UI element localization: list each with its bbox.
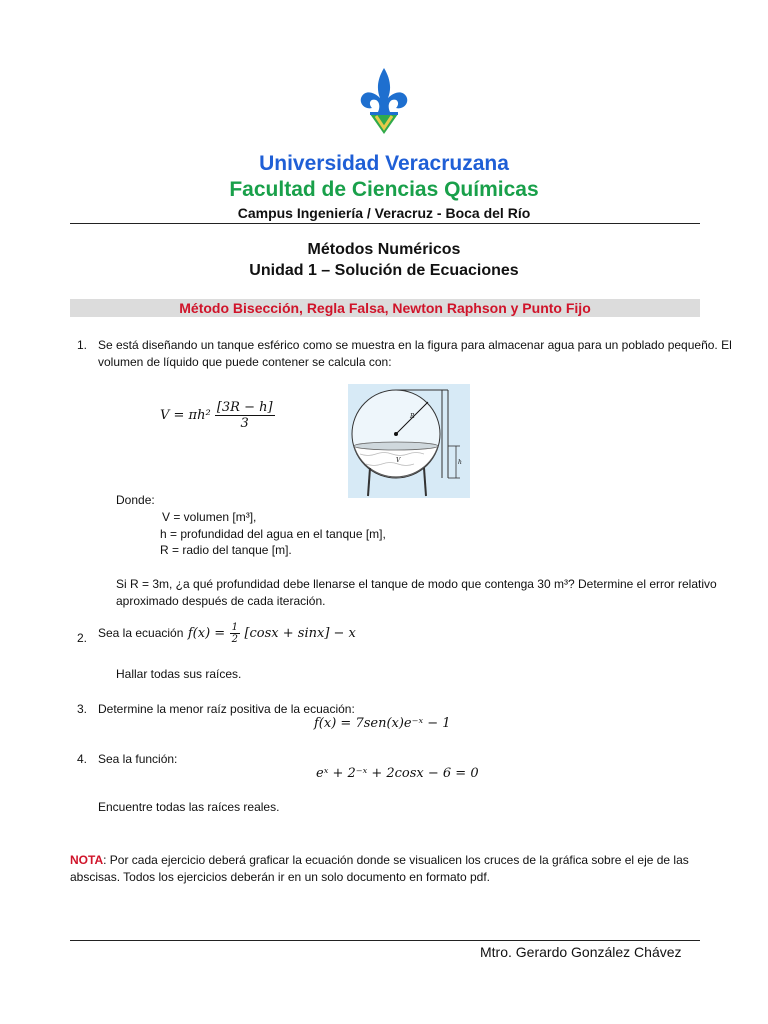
note-text-1: : Por cada ejercicio deberá graficar la ecuación donde se visualicen los cruces de la gráfica sobre el eje de las	[103, 853, 689, 867]
problem-3-number: 3.	[77, 702, 88, 716]
author-name: Mtro. Gerardo González Chávez	[480, 944, 682, 960]
problem-3-text: Determine la menor raíz positiva de la ecuación:	[98, 702, 355, 716]
problem-4-equation: eˣ + 2⁻ˣ + 2cosx − 6 = 0	[316, 766, 479, 781]
problem-4-follow: Encuentre todas las raíces reales.	[98, 800, 280, 814]
problem-4-text: Sea la función:	[98, 752, 178, 766]
unit-title: Unidad 1 – Solución de Ecuaciones	[249, 262, 519, 279]
university-logo	[340, 66, 428, 136]
problem-2-rest: [cosx + sinx] − x	[244, 626, 356, 641]
problem-1-line2: volumen de líquido que puede contener se calcula con:	[98, 355, 392, 369]
problem-2-follow: Hallar todas sus raíces.	[116, 667, 242, 681]
donde-label: Donde:	[116, 493, 155, 507]
note-line1	[70, 852, 710, 869]
problem-1-question-line2: aproximado después de cada iteración.	[116, 594, 326, 608]
formula-numerator: [3R − h]	[216, 400, 273, 415]
header-divider	[70, 223, 700, 224]
problem-1-question-line1: Si R = 3m, ¿a qué profundidad debe llenarse el tanque de modo que contenga 30 m³? Determine el error relativo	[116, 577, 717, 591]
problem-2-frac-num: 1	[231, 622, 238, 633]
university-name: Universidad Veracruzana	[259, 152, 509, 175]
footer-divider	[70, 940, 700, 941]
figure-label-r: R	[410, 413, 415, 420]
volume-formula	[160, 400, 275, 431]
note-label: NOTA	[70, 853, 104, 867]
definition-v: V = volumen [m³],	[162, 510, 257, 524]
figure-label-h: h	[458, 459, 462, 466]
faculty-name: Facultad de Ciencias Químicas	[229, 178, 539, 201]
problem-4-number: 4.	[77, 752, 88, 766]
figure-label-v: V	[396, 457, 401, 464]
definition-r: R = radio del tanque [m].	[160, 543, 292, 557]
formula-fraction	[215, 400, 275, 431]
spherical-tank-figure	[348, 384, 470, 498]
problem-2-frac-den: 2	[231, 634, 238, 645]
campus-name: Campus Ingeniería / Veracruz - Boca del Río	[237, 205, 531, 221]
problem-3-equation: f(x) = 7sen(x)e⁻ˣ − 1	[314, 716, 451, 731]
course-title: Métodos Numéricos	[307, 241, 461, 258]
problem-2-number: 2.	[77, 631, 88, 645]
problem-2-statement	[98, 622, 356, 645]
formula-denominator: 3	[240, 416, 249, 431]
formula-lhs: V = πh²	[160, 408, 211, 423]
problem-2-f: f(x) =	[187, 626, 226, 641]
problem-2-text: Sea la ecuación	[98, 626, 184, 640]
problem-1-line1: Se está diseñando un tanque esférico como se muestra en la figura para almacenar agua para un poblado pequeño. El	[98, 338, 732, 352]
note-line2: abscisas. Todos los ejercicios deberán ir en un solo documento en formato pdf.	[70, 870, 491, 884]
problem-2-fraction	[230, 622, 240, 645]
problem-1-number: 1.	[77, 338, 88, 352]
topic-band: Método Bisección, Regla Falsa, Newton Raphson y Punto Fijo	[70, 299, 700, 317]
definition-h: h = profundidad del agua en el tanque [m],	[160, 527, 386, 541]
